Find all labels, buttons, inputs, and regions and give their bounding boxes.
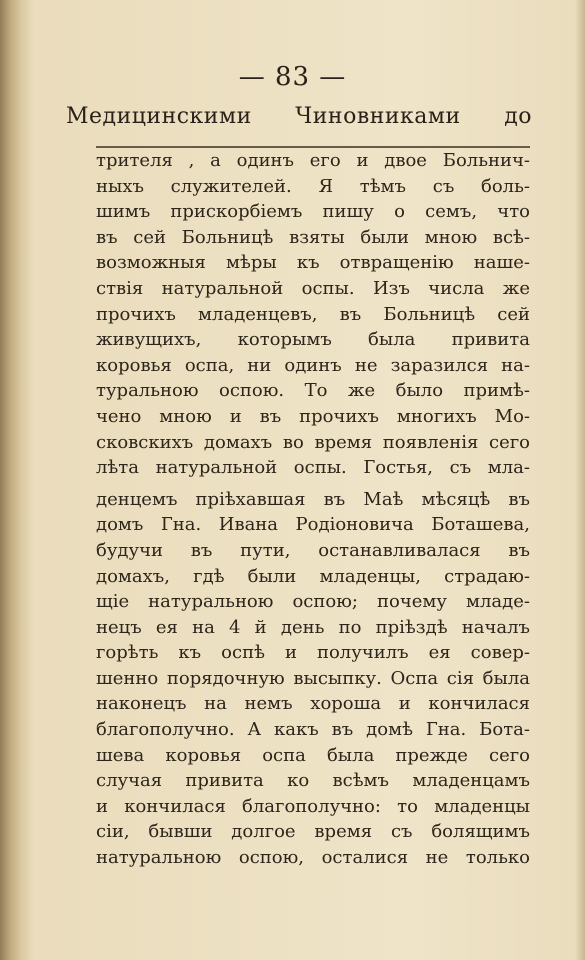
text-line: сіи, бывши долгое время съ болящимъ bbox=[96, 821, 530, 843]
text-line: коровья оспа, ни одинъ не заразился на- bbox=[96, 354, 530, 376]
page-gutter-shadow bbox=[0, 0, 30, 960]
text-line: лѣта натуральной оспы. Гостья, съ мла- bbox=[96, 457, 530, 479]
text-line: туральною оспою. То же было примѣ- bbox=[96, 380, 530, 402]
text-line: возможныя мѣры къ отвращенію наше- bbox=[96, 252, 530, 274]
running-head-word: до bbox=[504, 104, 532, 129]
text-line: ствія натуральной оспы. Изъ числа же bbox=[96, 277, 530, 299]
text-line: живущихъ, которымъ была привита bbox=[96, 329, 530, 351]
running-head-word: Медицинскими bbox=[66, 104, 252, 129]
running-head-word: Чиновниками bbox=[295, 104, 461, 129]
text-line: шенно порядочную высыпку. Оспа сія была bbox=[96, 667, 530, 689]
text-line: благополучно. А какъ въ домѣ Гна. Бота- bbox=[96, 719, 530, 741]
text-line: шимъ прискорбіемъ пишу о семъ, что bbox=[96, 201, 530, 223]
text-line: въ сей Больницѣ взяты были мною всѣ- bbox=[96, 226, 530, 248]
page-edge bbox=[575, 0, 585, 960]
text-line: случая привита ко всѣмъ младенцамъ bbox=[96, 770, 530, 792]
text-line: и кончилася благополучно: то младенцы bbox=[96, 795, 530, 817]
text-line: будучи въ пути, останавливалася въ bbox=[96, 539, 530, 561]
text-line: денцемъ пріѣхавшая въ Маѣ мѣсяцѣ въ bbox=[96, 488, 530, 510]
text-line: нецъ ея на 4 й день по пріѣздѣ началъ bbox=[96, 616, 530, 638]
text-line: шева коровья оспа была прежде сего bbox=[96, 744, 530, 766]
text-line: натуральною оспою, осталися не только bbox=[96, 847, 530, 869]
text-line: прочихъ младенцевъ, въ Больницѣ сей bbox=[96, 303, 530, 325]
text-line: щіе натуральною оспою; почему младе- bbox=[96, 591, 530, 613]
text-line: домахъ, гдѣ были младенцы, страдаю- bbox=[96, 565, 530, 587]
text-line: трителя , а одинъ его и двое Больнич- bbox=[96, 150, 530, 171]
page-number: — 83 — bbox=[238, 62, 347, 92]
text-line: чено мною и въ прочихъ многихъ Мо- bbox=[96, 405, 530, 427]
text-line: домъ Гна. Ивана Родіоновича Боташева, bbox=[96, 514, 530, 536]
body-text bbox=[96, 148, 530, 871]
text-line: наконецъ на немъ хороша и кончилася bbox=[96, 693, 530, 715]
running-head bbox=[66, 104, 532, 129]
text-line: горѣть къ оспѣ и получилъ ея совер- bbox=[96, 642, 530, 664]
text-line: ныхъ служителей. Я тѣмъ съ боль- bbox=[96, 175, 530, 197]
text-line: сковскихъ домахъ во время появленія сего bbox=[96, 431, 530, 453]
